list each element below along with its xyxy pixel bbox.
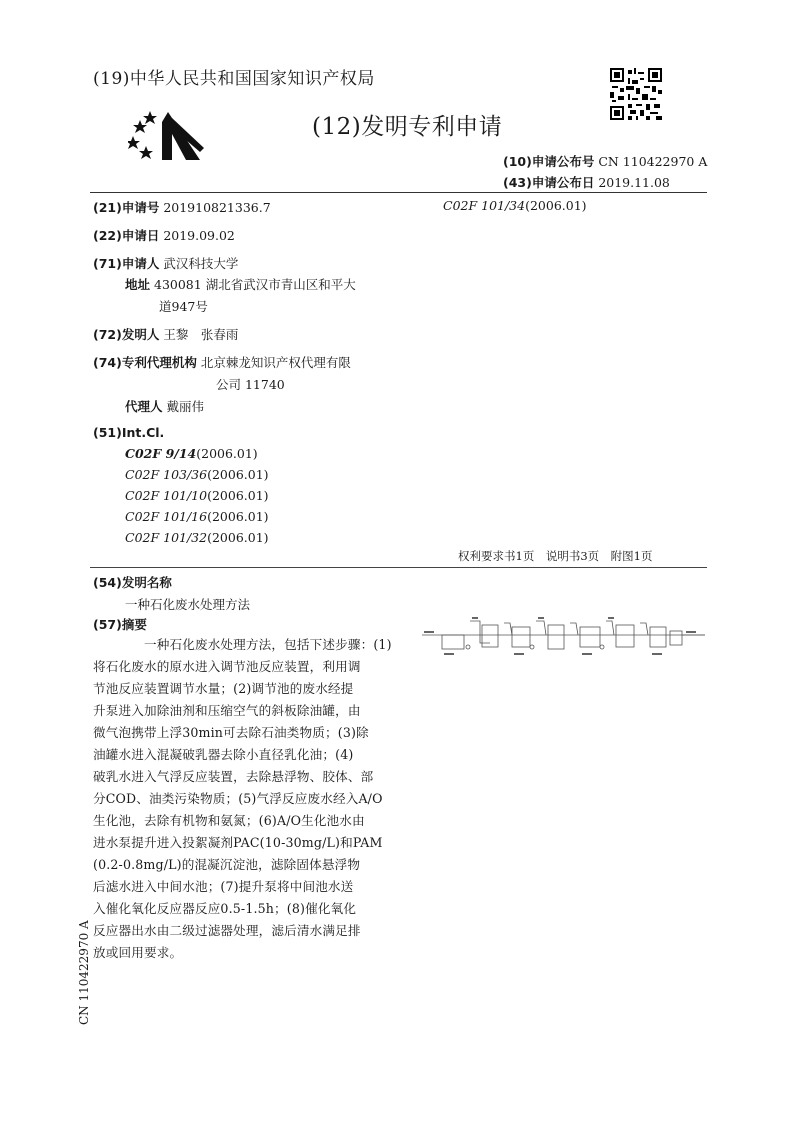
ipc-right: C02F 101/34(2006.01) — [443, 198, 587, 213]
int-cl-heading: (51)Int.Cl. — [93, 425, 165, 440]
abstract-line: 进水泵提升进入投絮凝剂PAC(10-30mg/L)和PAM — [93, 835, 383, 850]
abstract-line: 升泵进入加除油剂和压缩空气的斜板除油罐，由 — [93, 703, 361, 718]
qr-code-icon — [610, 68, 662, 120]
office-name: (19)中华人民共和国国家知识产权局 — [93, 69, 375, 89]
patent-agency: (74)专利代理机构 北京棘龙知识产权代理有限 — [93, 355, 351, 370]
process-flow-diagram — [420, 613, 710, 663]
header-divider — [90, 192, 707, 193]
publication-date: (43)申请公布日 2019.11.08 — [503, 175, 670, 190]
applicant: (71)申请人 武汉科技大学 — [93, 256, 239, 271]
ipc-classification: C02F 9/14(2006.01) — [125, 446, 258, 461]
filing-date: (22)申请日 2019.09.02 — [93, 228, 235, 243]
patent-agent: 代理人 戴丽伟 — [125, 399, 205, 414]
abstract-line: 生化池，去除有机物和氨氮；(6)A/O生化池水由 — [93, 813, 365, 828]
document-type-title: (12)发明专利申请 — [312, 114, 503, 140]
publication-number: (10)申请公布号 CN 110422970 A — [503, 154, 708, 169]
side-publication-number: CN 110422970 A — [77, 920, 91, 1025]
application-number: (21)申请号 201910821336.7 — [93, 200, 271, 215]
abstract-line: (0.2-0.8mg/L)的混凝沉淀池，滤除固体悬浮物 — [93, 857, 361, 872]
invention-title-label: (54)发明名称 — [93, 575, 172, 590]
abstract-line: 一种石化废水处理方法，包括下述步骤：(1) — [93, 637, 392, 652]
invention-title: 一种石化废水处理方法 — [125, 597, 251, 612]
ipc-classification: C02F 101/32(2006.01) — [125, 530, 269, 545]
abstract-line: 将石化废水的原水进入调节池反应装置，利用调 — [93, 659, 361, 674]
patent-agency-line2: 公司 11740 — [216, 377, 285, 392]
biblio-divider — [90, 567, 707, 568]
address: 地址 430081 湖北省武汉市青山区和平大 — [125, 277, 356, 292]
ipc-classification: C02F 101/16(2006.01) — [125, 509, 269, 524]
page-count-summary: 权利要求书1页 说明书3页 附图1页 — [458, 549, 653, 563]
abstract-line: 后滤水进入中间水池；(7)提升泵将中间池水送 — [93, 879, 354, 894]
abstract-line: 入催化氧化反应器反应0.5-1.5h；(8)催化氧化 — [93, 901, 357, 916]
cnipa-emblem-icon — [128, 108, 208, 168]
address-line2: 道947号 — [159, 299, 208, 314]
abstract-line: 微气泡携带上浮30min可去除石油类物质；(3)除 — [93, 725, 369, 740]
abstract-label: (57)摘要 — [93, 617, 147, 632]
abstract-line: 放或回用要求。 — [93, 945, 183, 960]
abstract-line: 破乳水进入气浮反应装置，去除悬浮物、胶体、部 — [93, 769, 374, 784]
inventors: (72)发明人 王黎 张春雨 — [93, 327, 239, 342]
abstract-line: 油罐水进入混凝破乳器去除小直径乳化油；(4) — [93, 747, 354, 762]
abstract-line: 节池反应装置调节水量；(2)调节池的废水经提 — [93, 681, 354, 696]
abstract-line: 分COD、油类污染物质；(5)气浮反应废水经入A/O — [93, 791, 383, 806]
ipc-classification: C02F 101/10(2006.01) — [125, 488, 269, 503]
abstract-line: 反应器出水由二级过滤器处理，滤后清水满足排 — [93, 923, 361, 938]
ipc-classification: C02F 103/36(2006.01) — [125, 467, 269, 482]
